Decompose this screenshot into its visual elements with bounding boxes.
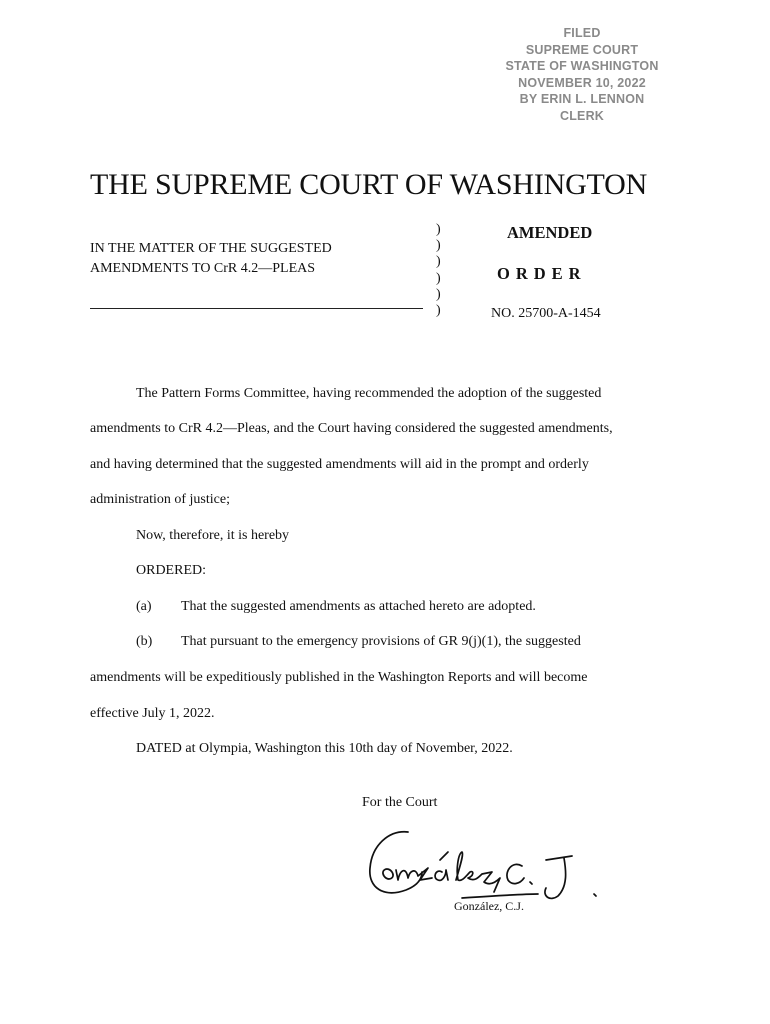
case-caption-matter: IN THE MATTER OF THE SUGGESTED AMENDMENTS TO CrR 4.2—PLEAS: [90, 241, 332, 276]
item-a-text: That the suggested amendments as attached hereto are adopted.: [181, 599, 536, 614]
filing-stamp: [482, 25, 682, 124]
signer-name: González, C.J.: [454, 899, 524, 913]
stamp-line: FILED: [563, 26, 601, 40]
body-line: amendments will be expeditiously published in the Washington Reports and will become: [90, 670, 588, 685]
item-b-text: That pursuant to the emergency provisions of GR 9(j)(1), the suggested: [181, 634, 581, 649]
dated-line: DATED at Olympia, Washington this 10th day of November, 2022.: [136, 741, 513, 756]
body-line: The Pattern Forms Committee, having recommended the adoption of the suggested: [136, 386, 602, 401]
amended-label: AMENDED: [507, 223, 593, 242]
body-line: Now, therefore, it is hereby: [136, 528, 290, 543]
body-line: administration of justice;: [90, 492, 230, 507]
item-b-label: (b): [136, 634, 153, 649]
item-a-label: (a): [136, 599, 152, 614]
stamp-line: STATE OF WASHINGTON: [505, 59, 659, 73]
stamp-line: CLERK: [559, 108, 605, 123]
caption-parentheses: ) ) ) ) ) ): [436, 222, 441, 319]
body-line: and having determined that the suggested amendments will aid in the prompt and orderly: [90, 457, 589, 472]
stamp-line: BY ERIN L. LENNON: [519, 92, 645, 106]
caption-rule: [90, 308, 423, 309]
body-line: amendments to CrR 4.2—Pleas, and the Court having considered the suggested amendments,: [90, 421, 613, 436]
stamp-line: NOVEMBER 10, 2022: [518, 75, 646, 90]
order-label: ORDER: [497, 264, 587, 283]
stamp-line: SUPREME COURT: [525, 42, 639, 57]
court-title: THE SUPREME COURT OF WASHINGTON: [90, 168, 648, 201]
body-line: effective July 1, 2022.: [90, 706, 215, 721]
ordered-heading: ORDERED:: [136, 563, 206, 578]
for-the-court: For the Court: [362, 795, 438, 810]
case-number: NO. 25700-A-1454: [491, 306, 601, 321]
